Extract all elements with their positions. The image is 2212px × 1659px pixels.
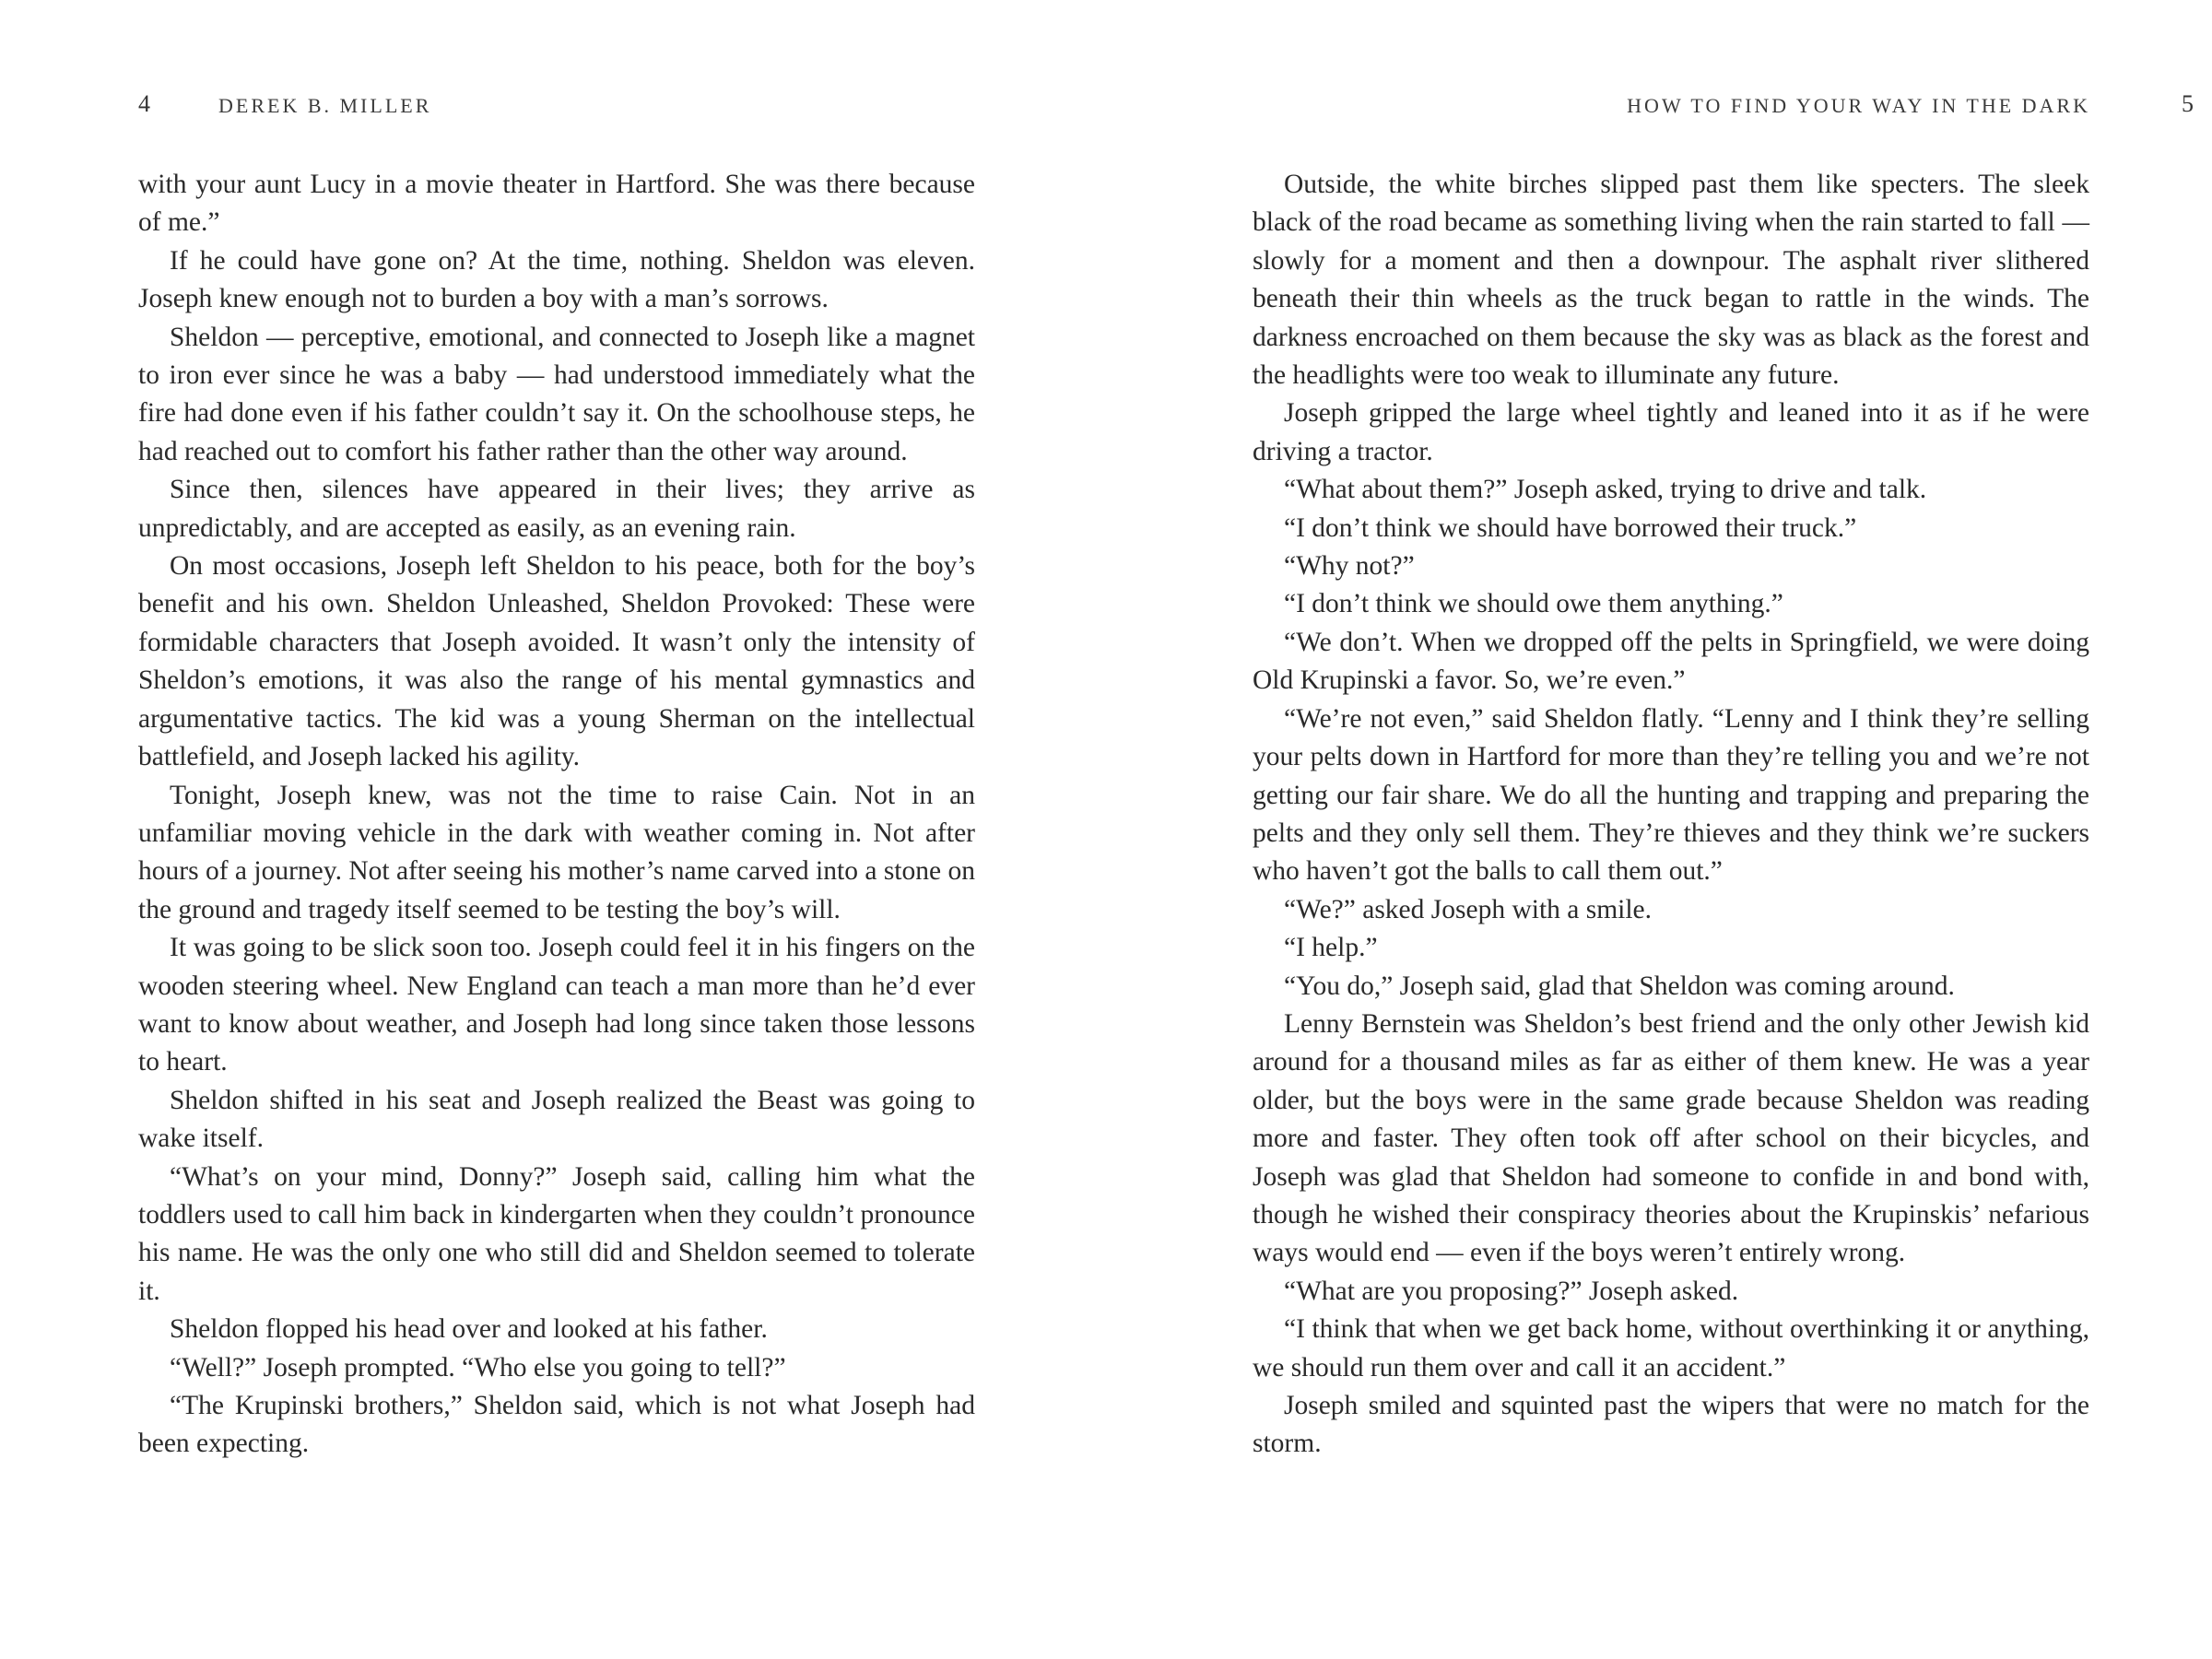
paragraph: Joseph gripped the large wheel tightly and leaned into it as if he were driving a tractor. bbox=[1253, 398, 2089, 466]
paragraph: Sheldon shifted in his seat and Joseph realized the Beast was going to wake itself. bbox=[138, 1085, 975, 1154]
paragraph: Lenny Bernstein was Sheldon’s best friend and the only other Jewish kid around for a thousand miles as far as either of them knew. He was a year older, but the boys were in the same grade because Sheldon was reading more and faster. They often took off after school on their bicycles, and Joseph was glad that Sheldon had someone to confide in and bond with, though he wished their conspiracy theories about the Krupinskis’ nefarious ways would end — even if the boys weren’t entirely wrong. bbox=[1253, 1008, 2089, 1268]
paragraph: Outside, the white birches slipped past them like specters. The sleek black of the road became as something living when the rain started to fall — slowly for a moment and then a downpour. The asphalt river slithered beneath their thin wheels as the truck began to rattle in the winds. The darkness encroached on them because the sky was as black as the forest and the headlights were too weak to illuminate any future. bbox=[1253, 170, 2089, 391]
paragraph: with your aunt Lucy in a movie theater in Hartford. She was there because of me.” bbox=[138, 170, 975, 238]
paragraph: “We’re not even,” said Sheldon flatly. “Lenny and I think they’re selling your pelts down in Hartford for more than they’re telling you and we’re not getting our fair share. We do all the hunting and trapping and preparing the pelts and they only sell them. They’re thieves and they think we’re suckers who haven’t got the balls to call them out.” bbox=[1253, 703, 2089, 887]
paragraph: Tonight, Joseph knew, was not the time to raise Cain. Not in an unfamiliar moving vehicle in the dark with weather coming in. Not after hours of a journey. Not after seeing his mother’s name carved into a stone on the ground and tragedy itself seemed to be testing the boy’s will. bbox=[138, 780, 975, 924]
running-head-author: DEREK B. MILLER bbox=[218, 94, 432, 117]
page-number: 5 bbox=[2182, 90, 2194, 117]
paragraph: “I think that when we get back home, without overthinking it or anything, we should run them over and call it an accident.” bbox=[1253, 1314, 2089, 1382]
paragraph: “I don’t think we should have borrowed their truck.” bbox=[1284, 512, 1857, 543]
paragraph: “I help.” bbox=[1284, 933, 1378, 963]
paragraph: “Why not?” bbox=[1284, 551, 1415, 582]
paragraph: “What about them?” Joseph asked, trying to drive and talk. bbox=[1284, 475, 1927, 505]
running-head-title: HOW TO FIND YOUR WAY IN THE DARK bbox=[1627, 94, 2090, 117]
paragraph: “I don’t think we should owe them anything.” bbox=[1284, 589, 1783, 619]
right-page bbox=[1106, 0, 2212, 1659]
left-page-body bbox=[138, 166, 975, 1464]
paragraph: If he could have gone on? At the time, nothing. Sheldon was eleven. Joseph knew enough not to burden a boy with a man’s sorrows. bbox=[138, 245, 975, 314]
paragraph: It was going to be slick soon too. Joseph could feel it in his fingers on the wooden steering wheel. New England can teach a man more than he’d ever want to know about weather, and Joseph had long since taken those lessons to heart. bbox=[138, 933, 975, 1077]
right-page-body bbox=[1253, 166, 2089, 1464]
paragraph: “What are you proposing?” Joseph asked. bbox=[1284, 1276, 1739, 1306]
paragraph: Since then, silences have appeared in their lives; they arrive as unpredictably, and are accepted as easily, as an evening rain. bbox=[138, 475, 975, 543]
paragraph: “The Krupinski brothers,” Sheldon said, which is not what Joseph had been expecting. bbox=[138, 1391, 975, 1459]
paragraph: On most occasions, Joseph left Sheldon to his peace, both for the boy’s benefit and his own. Sheldon Unleashed, Sheldon Provoked: These were formidable characters that Joseph avoided. It wasn’t only the intensity of Sheldon’s emotions, it was also the range of his mental gymnastics and argumentative tactics. The kid was a young Sherman on the intellectual battlefield, and Joseph lacked his agility. bbox=[138, 551, 975, 772]
paragraph: Sheldon — perceptive, emotional, and connected to Joseph like a magnet to iron ever since he was a baby — had understood immediately what the fire had done even if his father couldn’t say it. On the schoolhouse steps, he had reached out to comfort his father rather than the other way around. bbox=[138, 322, 975, 466]
paragraph: Sheldon flopped his head over and looked at his father. bbox=[170, 1314, 768, 1345]
paragraph: Joseph smiled and squinted past the wipers that were no match for the storm. bbox=[1253, 1391, 2089, 1459]
paragraph: “We don’t. When we dropped off the pelts in Springfield, we were doing Old Krupinski a favor. So, we’re even.” bbox=[1253, 627, 2089, 696]
paragraph: “We?” asked Joseph with a smile. bbox=[1284, 894, 1653, 924]
page-number: 4 bbox=[138, 90, 150, 117]
paragraph: “What’s on your mind, Donny?” Joseph said, calling him what the toddlers used to call him back in kindergarten when they couldn’t pronounce his name. He was the only one who still did and Sheldon seemed to tolerate it. bbox=[138, 1161, 975, 1306]
paragraph: “Well?” Joseph prompted. “Who else you going to tell?” bbox=[170, 1352, 786, 1382]
paragraph: “You do,” Joseph said, glad that Sheldon was coming around. bbox=[1284, 971, 1955, 1001]
